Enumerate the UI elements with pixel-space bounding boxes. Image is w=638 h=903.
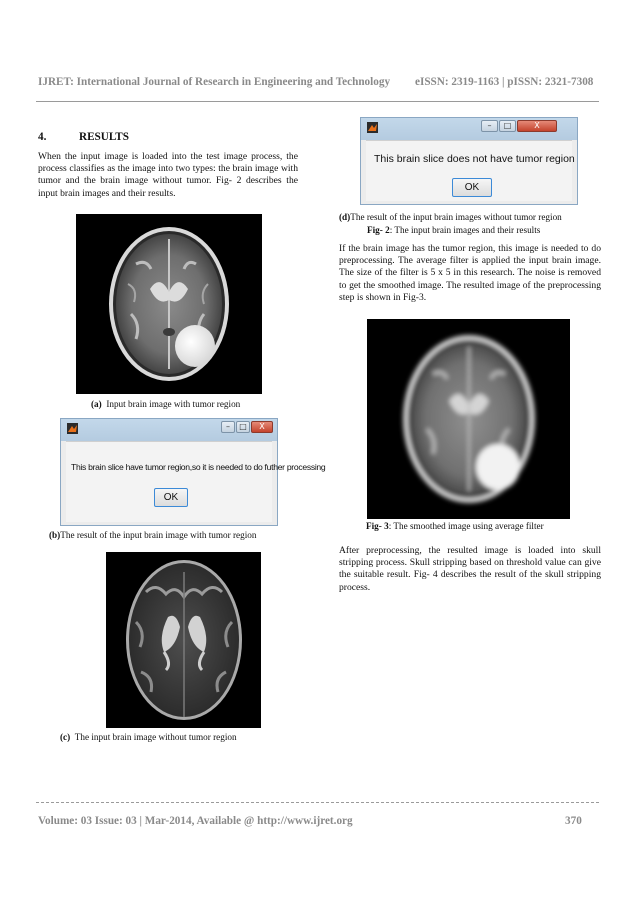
journal-title: IJRET: International Journal of Research in Engineering and Technology xyxy=(38,76,391,88)
caption-fig3 xyxy=(366,521,544,531)
caption-fig2-text: : The input brain images and their results xyxy=(389,225,541,235)
dialog-titlebar xyxy=(61,419,277,441)
dialog-body xyxy=(66,441,326,522)
caption-c-label: (c) xyxy=(60,732,71,742)
minimize-button[interactable]: – xyxy=(481,120,498,132)
close-button[interactable]: X xyxy=(517,120,557,132)
caption-d xyxy=(339,212,562,222)
section-title: RESULTS xyxy=(79,131,129,143)
ok-button[interactable]: OK xyxy=(154,488,188,507)
smoothed-brain-image xyxy=(367,319,570,519)
close-button[interactable]: X xyxy=(251,421,273,433)
caption-fig2 xyxy=(367,225,540,235)
page-number: 370 xyxy=(565,815,582,827)
dialog-without-tumor xyxy=(360,117,578,205)
minimize-button[interactable]: – xyxy=(221,421,235,433)
dialog-message: This brain slice does not have tumor region xyxy=(374,153,575,165)
dialog-body xyxy=(366,140,575,201)
caption-a-text: Input brain image with tumor region xyxy=(106,399,241,409)
caption-c xyxy=(60,732,237,742)
ok-button[interactable]: OK xyxy=(452,178,492,197)
issn: eISSN: 2319-1163 | pISSN: 2321-7308 xyxy=(415,76,594,88)
maximize-button[interactable]: □ xyxy=(499,120,516,132)
section-number: 4. xyxy=(38,131,47,143)
dialog-with-tumor xyxy=(60,418,326,526)
matlab-icon xyxy=(367,122,378,133)
caption-a xyxy=(91,399,240,409)
caption-b-label: (b) xyxy=(49,530,61,540)
dialog-message: This brain slice have tumor region,so it is needed to do futher processing xyxy=(71,462,326,472)
skull-stripping-paragraph: After preprocessing, the resulted image is loaded into skull stripping process. Skull stripping based on threshold value can give the suitable result. Fig- 4 describes the result of the skull stripping process. xyxy=(339,545,601,593)
dialog-titlebar xyxy=(361,118,577,140)
intro-paragraph: When the input image is loaded into the test image process, the process classifies as the image into two types: the brain image with tumor and the brain image without tumor. Fig- 2 describes the input brain images and their results. xyxy=(38,151,298,199)
caption-b-text: The result of the input brain image with tumor region xyxy=(60,530,257,540)
caption-fig3-label: Fig- 3 xyxy=(366,521,389,531)
footer-volume: Volume: 03 Issue: 03 | Mar-2014, Available @ http://www.ijret.org xyxy=(38,815,353,827)
header-rule xyxy=(36,101,599,102)
caption-c-text: The input brain image without tumor region xyxy=(74,732,237,742)
caption-fig3-text: : The smoothed image using average filter xyxy=(388,521,544,531)
brain-image-with-tumor xyxy=(76,214,262,394)
caption-d-label: (d) xyxy=(339,212,351,222)
preprocessing-paragraph: If the brain image has the tumor region, this image is needed to do preprocessing. The average filter is applied the input brain image. The size of the filter is 5 x 5 in this research. The noise is removed to get the smoothed image. The resulted image of the preprocessing step is shown in Fig-3. xyxy=(339,243,601,303)
brain-image-without-tumor xyxy=(106,552,261,728)
caption-d-text: The result of the input brain images without tumor region xyxy=(350,212,562,222)
caption-a-label: (a) xyxy=(91,399,102,409)
maximize-button[interactable]: □ xyxy=(236,421,250,433)
caption-b xyxy=(49,530,256,540)
caption-fig2-label: Fig- 2 xyxy=(367,225,390,235)
footer-rule xyxy=(36,802,599,803)
matlab-icon xyxy=(67,423,78,434)
